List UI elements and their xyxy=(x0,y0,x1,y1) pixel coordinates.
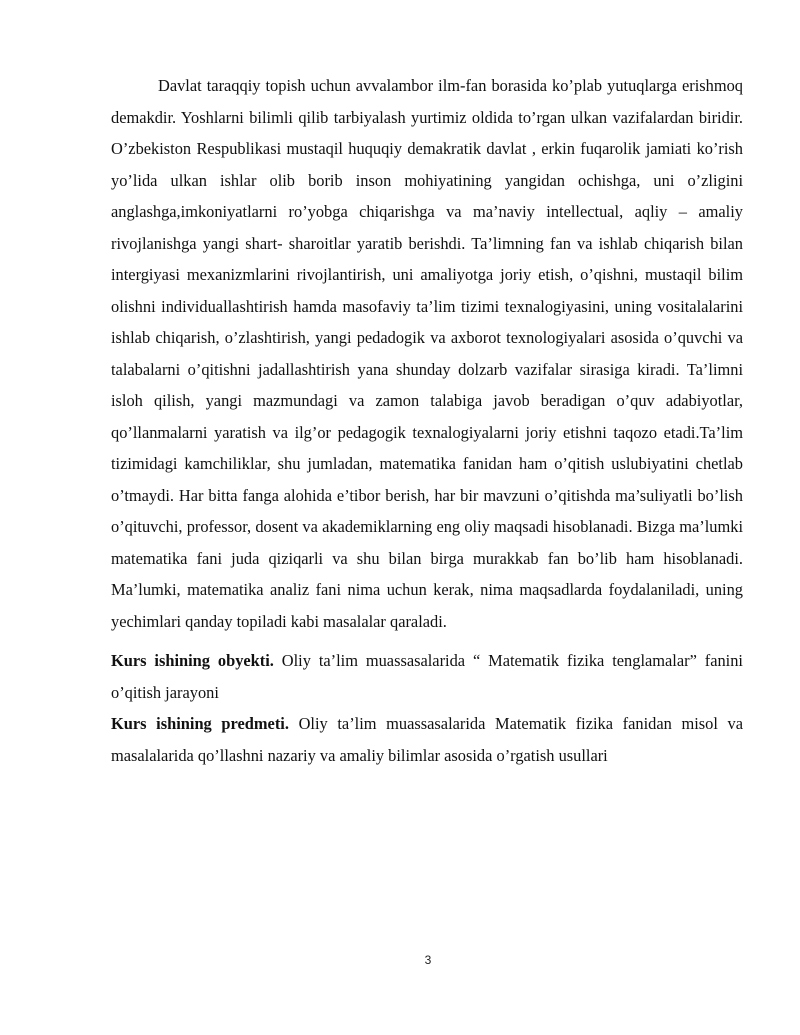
course-object-text: Oliy ta’lim muassasalarida “ Matematik fizika tenglamalar” fanini o’qitish jarayoni xyxy=(111,651,743,702)
course-subject-text: Oliy ta’lim muassasalarida Matematik fizika fanidan misol va masalalarida qo’llashni nazariy va amaliy bilimlar asosida o’rgatish usullari xyxy=(111,714,743,765)
body-paragraph: Davlat taraqqiy topish uchun avvalambor ilm-fan borasida ko’plab yutuqlarga erishmoq demakdir. Yoshlarni bilimli qilib tarbiyalash yurtimiz oldida to’rgan ulkan vazifalardan biridir. O’zbekiston Respublikasi mustaqil huquqiy demakratik davlat , erkin fuqarolik jamiati ko’rish yo’lida ulkan ishlar olib borib inson mohiyatining yangidan ochishga, uni o’zligini anglashga,imkoniyatlarni ro’yobga chiqarishga va ma’naviy intellectual, aqliy – amaliy rivojlanishga yangi shart- sharoitlar yaratib berishdi. Ta’limning fan va ishlab chiqarish bilan intergiyasi mexanizmlarini rivojlantirish, uni amaliyotga joriy etish, o’qishni, mustaqil bilim olishni individuallashtirish hamda masofaviy ta’lim tizimi texnalogiyasini, uning vositalalarini ishlab chiqarish, o’zlashtirish, yangi pedadogik va axborot texnologiyalari asosida o’quvchi va talabalarni o’qitishni jadallashtirish yana shunday dolzarb vazifalar sirasiga kiradi. Ta’limni isloh qilish, yangi mazmundagi va zamon talabiga javob beradigan o’quv adabiyotlar, qo’llanmalarni yaratish va ilg’or pedagogik texnalogiyalarni joriy etishni taqozo etadi.Ta’lim tizimidagi kamchiliklar, shu jumladan, matematika fanidan ham o’qitish uslubiyatini chetlab o’tmaydi. Har bitta fanga alohida e’tibor berish, har bir mavzuni o’qitishda ma’suliyatli bo’lish o’qituvchi, professor, dosent va akademiklarning eng oliy maqsadi hisoblanadi. Bizga ma’lumki matematika fani juda qiziqarli va shu bilan birga murakkab fan bo’lib ham hisoblanadi. Ma’lumki, matematika analiz fani nima uchun kerak, nima maqsadlarda foydalaniladi, uning yechimlari qanday topiladi kabi masalalar qaraladi. xyxy=(111,76,743,631)
page-number: 3 xyxy=(424,953,432,967)
course-subject-label: Kurs ishining predmeti. xyxy=(111,714,289,733)
course-subject-section xyxy=(111,708,743,771)
course-object-section xyxy=(111,645,743,708)
document-body xyxy=(111,70,743,771)
course-object-label: Kurs ishining obyekti. xyxy=(111,651,274,670)
